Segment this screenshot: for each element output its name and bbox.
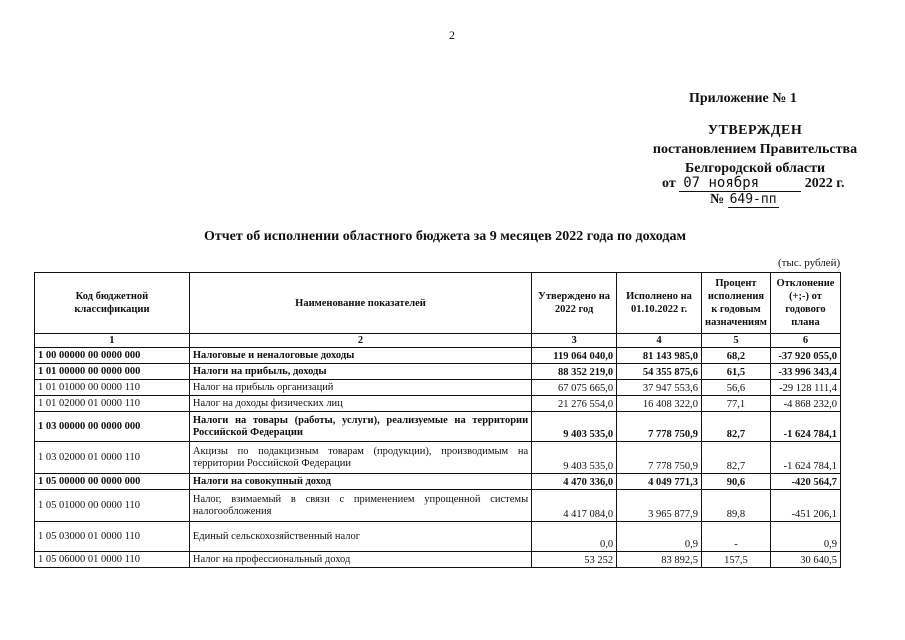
number-prefix: № [710,192,725,207]
row-code: 1 00 00000 00 0000 000 [35,348,190,364]
row-percent: 77,1 [701,396,770,412]
row-executed: 0,9 [617,522,702,552]
row-executed: 83 892,5 [617,552,702,568]
row-deviation: -37 920 055,0 [770,348,840,364]
table-row [35,490,841,522]
row-code: 1 03 02000 01 0000 110 [35,442,190,474]
column-number: 5 [701,334,770,348]
row-approved: 9 403 535,0 [532,442,617,474]
header-approved: Утверждено на 2022 год [532,273,617,334]
row-deviation: -420 564,7 [770,474,840,490]
table-row [35,474,841,490]
row-code: 1 01 02000 01 0000 110 [35,396,190,412]
table-row [35,380,841,396]
row-percent: 61,5 [701,364,770,380]
row-code: 1 01 01000 00 0000 110 [35,380,190,396]
row-executed: 16 408 322,0 [617,396,702,412]
row-name: Налог на прибыль организаций [189,380,531,396]
handwritten-date: 07 ноября [679,175,801,192]
row-approved: 21 276 554,0 [532,396,617,412]
row-percent: 82,7 [701,442,770,474]
row-executed: 7 778 750,9 [617,412,702,442]
column-number: 1 [35,334,190,348]
row-name: Акцизы по подакцизным товарам (продукции), производимым на территории Российской Федерации [189,442,531,474]
row-executed: 4 049 771,3 [617,474,702,490]
row-deviation: 30 640,5 [770,552,840,568]
row-percent: 56,6 [701,380,770,396]
row-name: Налоговые и неналоговые доходы [189,348,531,364]
row-approved: 88 352 219,0 [532,364,617,380]
row-deviation: -1 624 784,1 [770,442,840,474]
row-name: Налоги на совокупный доход [189,474,531,490]
revenue-table [34,272,841,568]
row-approved: 9 403 535,0 [532,412,617,442]
row-deviation: 0,9 [770,522,840,552]
row-percent: 157,5 [701,552,770,568]
row-approved: 53 252 [532,552,617,568]
row-name: Налоги на прибыль, доходы [189,364,531,380]
row-name: Налог, взимаемый в связи с применением упрощенной системы налогообложения [189,490,531,522]
header-name: Наименование показателей [189,273,531,334]
column-number-row [35,334,841,348]
table-row [35,364,841,380]
approval-block [610,121,900,178]
row-percent: 89,8 [701,490,770,522]
row-code: 1 05 01000 00 0000 110 [35,490,190,522]
report-title: Отчет об исполнении областного бюджета за 9 месяцев 2022 года по доходам [204,229,686,244]
approved-line-2: Белгородской области [684,161,826,176]
row-percent: 90,6 [701,474,770,490]
row-deviation: -4 868 232,0 [770,396,840,412]
table-row [35,348,841,364]
header-code: Код бюджетной классификации [35,273,190,334]
row-code: 1 05 00000 00 0000 000 [35,474,190,490]
row-percent: - [701,522,770,552]
row-code: 1 05 06000 01 0000 110 [35,552,190,568]
handwritten-number: 649-пп [729,192,777,207]
row-executed: 7 778 750,9 [617,442,702,474]
table-row [35,412,841,442]
page-number: 2 [449,28,455,42]
column-number: 6 [770,334,840,348]
row-deviation: -33 996 343,4 [770,364,840,380]
row-deviation: -1 624 784,1 [770,412,840,442]
units-label: (тыс. рублей) [778,257,841,269]
row-code: 1 01 00000 00 0000 000 [35,364,190,380]
row-approved: 0,0 [532,522,617,552]
row-approved: 67 075 665,0 [532,380,617,396]
table-header-row [35,273,841,334]
row-executed: 3 965 877,9 [617,490,702,522]
row-approved: 4 470 336,0 [532,474,617,490]
row-percent: 68,2 [701,348,770,364]
approved-title: УТВЕРЖДЕН [707,123,803,138]
header-deviation: Отклонение (+;-) от годового плана [770,273,840,334]
row-code: 1 05 03000 01 0000 110 [35,522,190,552]
row-percent: 82,7 [701,412,770,442]
date-prefix: от [662,176,676,191]
table-row [35,552,841,568]
row-name: Налоги на товары (работы, услуги), реализуемые на территории Российской Федерации [189,412,531,442]
approval-number-line [710,192,779,208]
table-row [35,396,841,412]
row-deviation: -29 128 111,4 [770,380,840,396]
row-executed: 54 355 875,6 [617,364,702,380]
table-row [35,442,841,474]
row-executed: 37 947 553,6 [617,380,702,396]
header-executed: Исполнено на 01.10.2022 г. [617,273,702,334]
row-approved: 119 064 040,0 [532,348,617,364]
table-row [35,522,841,552]
row-executed: 81 143 985,0 [617,348,702,364]
header-percent: Процент исполнения к годовым назначениям [701,273,770,334]
row-deviation: -451 206,1 [770,490,840,522]
approval-date-line [662,175,844,192]
date-suffix: 2022 г. [804,176,845,191]
row-code: 1 03 00000 00 0000 000 [35,412,190,442]
row-name: Налог на профессиональный доход [189,552,531,568]
column-number: 3 [532,334,617,348]
row-approved: 4 417 084,0 [532,490,617,522]
approved-line-1: постановлением Правительства [652,142,858,157]
row-name: Единый сельскохозяйственный налог [189,522,531,552]
column-number: 4 [617,334,702,348]
appendix-label: Приложение № 1 [689,91,797,106]
row-name: Налог на доходы физических лиц [189,396,531,412]
column-number: 2 [189,334,531,348]
